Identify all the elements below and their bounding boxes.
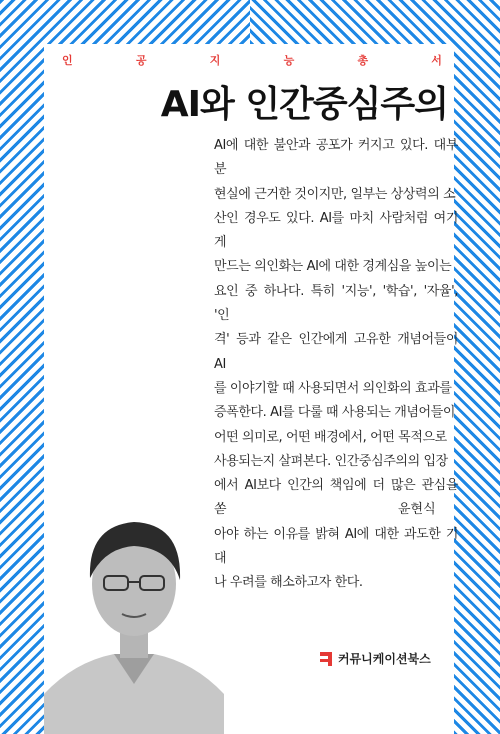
author-photo xyxy=(44,494,224,734)
description-line: 아야 하는 이유를 밝혀 AI에 대한 과도한 기대 xyxy=(214,526,458,567)
description-line: 를 이야기할 때 사용되면서 의인화의 효과를 xyxy=(214,380,452,396)
publisher-mark-icon xyxy=(320,652,332,666)
publisher-logo xyxy=(320,650,431,667)
description-line: 에서 AI보다 인간의 책임에 더 많은 관심을 쏟 xyxy=(214,478,458,518)
description-line: 어떤 의미로, 어떤 배경에서, 어떤 목적으로 xyxy=(214,429,447,445)
series-char: 서 xyxy=(431,54,442,67)
series-char: 능 xyxy=(283,54,295,67)
author-name: 윤현식 xyxy=(398,502,436,517)
book-description xyxy=(214,134,458,596)
series-char: 공 xyxy=(135,54,147,67)
description-line: 현실에 근거한 것이지만, 일부는 상상력의 소 xyxy=(214,186,456,202)
publisher-name: 커뮤니케이션북스 xyxy=(338,652,431,666)
series-label xyxy=(62,52,442,68)
series-char: 인 xyxy=(62,54,73,67)
description-line: 사용되는지 살펴본다. 인간중심주의의 입장 xyxy=(214,453,448,469)
description-line: 요인 중 하나다. 특히 '지능', '학습', '자율', '인 xyxy=(214,283,458,324)
series-char: 지 xyxy=(209,54,221,67)
book-title: AI와 인간중심주의 xyxy=(160,84,448,125)
description-line: AI에 대한 불안과 공포가 커지고 있다. 대부분 xyxy=(214,138,458,178)
description-line: 격' 등과 같은 인간에게 고유한 개념어들이 AI xyxy=(214,332,458,372)
description-line: 증폭한다. AI를 다룰 때 사용되는 개념어들이 xyxy=(214,405,456,421)
series-char: 총 xyxy=(357,54,369,67)
description-line: 산인 경우도 있다. AI를 마치 사람처럼 여기게 xyxy=(214,210,458,251)
description-line: 만드는 의인화는 AI에 대한 경계심을 높이는 xyxy=(214,259,452,275)
description-line: 나 우려를 해소하고자 한다. xyxy=(214,575,363,591)
